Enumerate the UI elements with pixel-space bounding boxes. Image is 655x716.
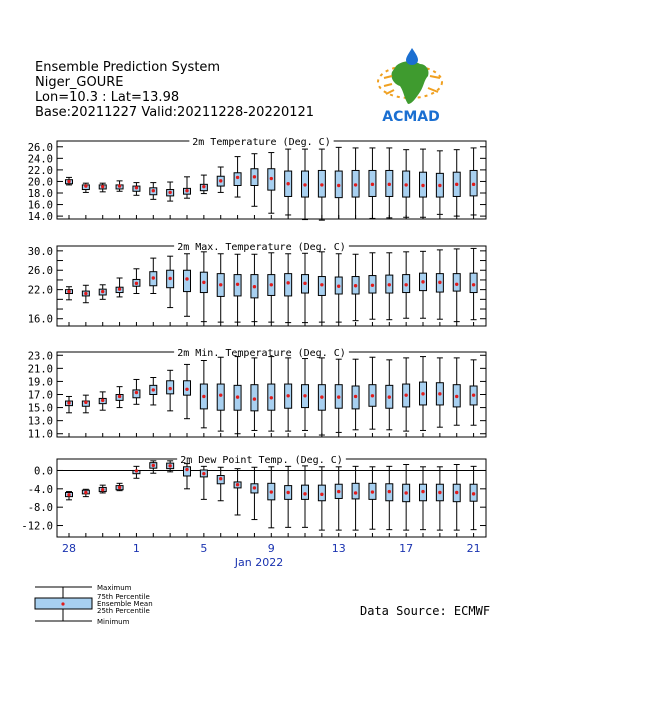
box-day-17 [335, 359, 342, 432]
panel-title: 2m Dew Point Temp. (Deg. C) [180, 455, 343, 466]
mean-marker [404, 491, 407, 494]
panels-group [21, 137, 486, 537]
box-day-20 [386, 253, 393, 320]
y-tick-label: -4.0 [27, 483, 53, 496]
mean-marker [185, 388, 188, 391]
mean-marker [202, 281, 205, 284]
box-day-14 [285, 254, 292, 323]
box-day-9 [200, 466, 207, 499]
box-day-10 [217, 167, 224, 192]
box-day-4 [116, 483, 123, 490]
box-day-21 [403, 465, 410, 531]
mean-marker [472, 283, 475, 286]
mean-marker [67, 493, 70, 496]
box-day-18 [352, 148, 359, 219]
mean-marker [438, 392, 441, 395]
box-day-20 [386, 360, 393, 430]
y-tick-label: 26.0 [27, 141, 53, 154]
mean-marker [455, 283, 458, 286]
mean-marker [101, 290, 104, 293]
legend-mean-dot [61, 602, 64, 605]
box-day-17 [335, 254, 342, 322]
mean-marker [286, 281, 289, 284]
mean-marker [354, 491, 357, 494]
y-tick-label: 20.0 [27, 176, 53, 189]
mean-marker [388, 395, 391, 398]
mean-marker [270, 177, 273, 180]
panel-title: 2m Temperature (Deg. C) [192, 137, 331, 148]
mean-marker [67, 401, 70, 404]
box-day-1 [66, 177, 73, 185]
x-tick-label: 9 [267, 542, 275, 555]
box-day-8 [184, 364, 191, 418]
box-day-12 [251, 358, 258, 431]
iqr-box [352, 483, 359, 499]
mean-marker [219, 283, 222, 286]
box-day-15 [302, 359, 309, 431]
iqr-box [470, 273, 477, 292]
box-day-11 [234, 357, 241, 434]
mean-marker [67, 180, 70, 183]
mean-marker [388, 183, 391, 186]
x-tick-label: 13 [331, 542, 346, 555]
box-day-15 [302, 253, 309, 322]
box-day-5 [133, 183, 140, 196]
box-day-4 [116, 387, 123, 408]
mean-marker [185, 468, 188, 471]
box-day-4 [116, 181, 123, 191]
mean-marker [84, 184, 87, 187]
mean-marker [354, 284, 357, 287]
mean-marker [404, 393, 407, 396]
mean-marker [135, 469, 138, 472]
mean-marker [303, 394, 306, 397]
y-tick-label: 24.0 [27, 153, 53, 166]
mean-marker [84, 292, 87, 295]
box-day-2 [82, 183, 89, 192]
mean-marker [371, 394, 374, 397]
box-day-8 [184, 254, 191, 317]
mean-marker [371, 183, 374, 186]
box-day-9 [200, 252, 207, 322]
box-day-25 [470, 360, 477, 425]
box-day-9 [200, 175, 207, 193]
mean-marker [286, 394, 289, 397]
box-day-7 [167, 370, 174, 411]
panel-4 [21, 455, 486, 537]
box-day-7 [167, 182, 174, 201]
box-day-14 [285, 358, 292, 431]
mean-marker [152, 189, 155, 192]
panel-1 [28, 137, 486, 223]
mean-marker [101, 399, 104, 402]
box-day-18 [352, 254, 359, 320]
mean-marker [354, 395, 357, 398]
box-day-15 [302, 149, 309, 219]
box-day-13 [268, 253, 275, 322]
mean-marker [320, 183, 323, 186]
coordinates: Lon=10.3 : Lat=13.98 [35, 90, 180, 105]
iqr-box [285, 274, 292, 296]
box-day-14 [285, 466, 292, 527]
box-day-6 [150, 461, 157, 473]
y-tick-label: -12.0 [21, 520, 53, 533]
y-tick-label: 26.0 [27, 265, 53, 278]
box-day-20 [386, 466, 393, 529]
water-drop-icon [406, 48, 418, 65]
mean-marker [236, 395, 239, 398]
box-day-8 [184, 177, 191, 198]
mean-marker [337, 184, 340, 187]
x-tick-label: 5 [200, 542, 208, 555]
box-day-2 [82, 285, 89, 302]
x-tick-label: 28 [62, 542, 76, 555]
mean-marker [404, 183, 407, 186]
box-day-10 [217, 254, 224, 322]
mean-marker [354, 183, 357, 186]
mean-marker [152, 464, 155, 467]
mean-marker [152, 388, 155, 391]
box-day-5 [133, 269, 140, 294]
mean-marker [421, 184, 424, 187]
mean-marker [185, 277, 188, 280]
x-axis-labels [62, 542, 481, 555]
box-day-3 [99, 183, 106, 192]
box-day-5 [133, 466, 140, 478]
y-tick-label: 23.0 [27, 350, 53, 363]
box-day-6 [150, 183, 157, 200]
box-day-14 [285, 149, 292, 215]
mean-marker [270, 490, 273, 493]
mean-marker [421, 280, 424, 283]
box-day-16 [318, 149, 325, 220]
box-day-18 [352, 466, 359, 530]
mean-marker [455, 395, 458, 398]
box-day-16 [318, 252, 325, 322]
box-day-11 [234, 157, 241, 197]
mean-marker [337, 285, 340, 288]
box-day-22 [420, 251, 427, 318]
box-day-18 [352, 359, 359, 430]
box-day-22 [420, 149, 427, 217]
box-day-6 [150, 258, 157, 293]
box-day-5 [133, 379, 140, 404]
mean-marker [388, 283, 391, 286]
mean-marker [303, 282, 306, 285]
mean-marker [118, 287, 121, 290]
mean-marker [152, 276, 155, 279]
legend-mean: Ensemble Mean [97, 600, 153, 608]
box-day-12 [251, 154, 258, 207]
mean-marker [270, 283, 273, 286]
mean-marker [371, 284, 374, 287]
box-day-19 [369, 253, 376, 319]
box-day-8 [184, 464, 191, 489]
mean-marker [438, 281, 441, 284]
station-name: Niger_GOURE [35, 75, 124, 90]
x-tick-label: 21 [466, 542, 481, 555]
box-day-21 [403, 150, 410, 218]
mean-marker [202, 185, 205, 188]
box-day-25 [470, 466, 477, 529]
mean-marker [185, 189, 188, 192]
y-tick-label: 18.0 [27, 188, 53, 200]
mean-marker [101, 488, 104, 491]
mean-marker [253, 175, 256, 178]
box-day-23 [436, 250, 443, 319]
box-day-22 [420, 467, 427, 530]
y-tick-label: 17.0 [27, 389, 53, 402]
mean-marker [168, 464, 171, 467]
y-tick-label: 16.0 [27, 313, 53, 326]
mean-marker [219, 393, 222, 396]
box-day-7 [167, 256, 174, 307]
y-tick-label: 21.0 [27, 363, 53, 376]
y-tick-label: -8.0 [27, 502, 53, 515]
box-day-2 [82, 489, 89, 496]
mean-marker [303, 183, 306, 186]
base-valid-dates: Base:20211227 Valid:20211228-20220121 [35, 105, 315, 120]
mean-marker [253, 486, 256, 489]
mean-marker [472, 393, 475, 396]
mean-marker [168, 277, 171, 280]
mean-marker [421, 392, 424, 395]
mean-marker [438, 491, 441, 494]
mean-marker [320, 395, 323, 398]
mean-marker [135, 391, 138, 394]
panel-title: 2m Min. Temperature (Deg. C) [177, 348, 346, 359]
box-day-22 [420, 357, 427, 431]
box-day-9 [200, 361, 207, 428]
mean-marker [202, 472, 205, 475]
mean-marker [388, 490, 391, 493]
box-day-12 [251, 467, 258, 519]
x-tick-label: 17 [399, 542, 414, 555]
mean-marker [421, 490, 424, 493]
y-tick-label: 11.0 [27, 428, 53, 441]
box-day-19 [369, 467, 376, 529]
mean-marker [118, 184, 121, 187]
box-day-17 [335, 467, 342, 530]
box-day-24 [453, 465, 460, 531]
mean-marker [118, 486, 121, 489]
mean-marker [236, 283, 239, 286]
iqr-box [453, 274, 460, 291]
y-tick-label: 13.0 [27, 415, 53, 428]
mean-marker [253, 397, 256, 400]
iqr-box [184, 270, 191, 291]
box-day-20 [386, 148, 393, 218]
box-day-13 [268, 153, 275, 214]
box-day-6 [150, 378, 157, 405]
box-day-24 [453, 150, 460, 216]
box-day-1 [66, 492, 73, 500]
mean-marker [472, 183, 475, 186]
y-tick-label: 22.0 [27, 284, 53, 297]
mean-marker [286, 182, 289, 185]
box-day-21 [403, 252, 410, 318]
box-day-11 [234, 254, 241, 322]
y-tick-label: 15.0 [27, 402, 53, 415]
panel-3 [28, 348, 486, 441]
box-day-24 [453, 249, 460, 322]
y-tick-label: 0.0 [34, 465, 53, 478]
box-day-1 [66, 396, 73, 412]
mean-marker [101, 185, 104, 188]
y-tick-label: 19.0 [27, 376, 53, 389]
y-tick-label: 30.0 [27, 245, 53, 258]
iqr-box [234, 173, 241, 186]
mean-marker [320, 283, 323, 286]
box-day-12 [251, 254, 258, 321]
mean-marker [168, 191, 171, 194]
mean-marker [320, 493, 323, 496]
mean-marker [337, 490, 340, 493]
box-day-23 [436, 151, 443, 215]
x-tick-label: 1 [132, 542, 140, 555]
box-day-10 [217, 357, 224, 431]
box-day-19 [369, 357, 376, 429]
mean-marker [219, 477, 222, 480]
box-day-25 [470, 248, 477, 319]
mean-marker [286, 491, 289, 494]
mean-marker [236, 176, 239, 179]
mean-marker [135, 186, 138, 189]
mean-marker [219, 179, 222, 182]
box-day-13 [268, 467, 275, 528]
y-tick-label: 22.0 [27, 164, 53, 177]
box-day-16 [318, 467, 325, 530]
mean-marker [118, 395, 121, 398]
x-axis-month-label: Jan 2022 [234, 556, 284, 569]
legend-p25: 25th Percentile [97, 607, 150, 615]
mean-marker [472, 492, 475, 495]
box-day-25 [470, 148, 477, 215]
mean-marker [303, 492, 306, 495]
mean-marker [438, 184, 441, 187]
box-day-15 [302, 466, 309, 527]
mean-marker [404, 283, 407, 286]
acmad-logo [378, 48, 442, 125]
legend [35, 584, 153, 626]
logo-text: ACMAD [382, 109, 440, 125]
box-day-11 [234, 469, 241, 515]
mean-marker [337, 395, 340, 398]
mean-marker [455, 183, 458, 186]
mean-marker [371, 490, 374, 493]
box-day-23 [436, 358, 443, 427]
mean-marker [202, 395, 205, 398]
mean-marker [84, 491, 87, 494]
box-day-4 [116, 278, 123, 297]
legend-minimum: Minimum [97, 618, 130, 626]
box-day-1 [66, 287, 73, 300]
mean-marker [168, 387, 171, 390]
y-tick-label: 14.0 [27, 211, 53, 224]
box-day-2 [82, 395, 89, 413]
box-day-3 [99, 392, 106, 410]
box-day-24 [453, 358, 460, 425]
box-day-13 [268, 357, 275, 432]
box-day-17 [335, 147, 342, 219]
mean-marker [135, 282, 138, 285]
system-title: Ensemble Prediction System [35, 60, 221, 75]
legend-p75: 75th Percentile [97, 593, 150, 601]
box-day-16 [318, 358, 325, 435]
iqr-box [217, 384, 224, 410]
box-day-23 [436, 467, 443, 530]
mean-marker [236, 483, 239, 486]
box-day-3 [99, 485, 106, 493]
panel-2 [28, 242, 486, 326]
legend-maximum: Maximum [97, 584, 132, 592]
box-day-21 [403, 358, 410, 431]
box-day-10 [217, 467, 224, 500]
mean-marker [84, 401, 87, 404]
mean-marker [270, 396, 273, 399]
box-day-19 [369, 148, 376, 218]
mean-marker [253, 285, 256, 288]
mean-marker [455, 491, 458, 494]
data-source: Data Source: ECMWF [360, 604, 491, 618]
panel-title: 2m Max. Temperature (Deg. C) [177, 242, 346, 253]
box-day-3 [99, 285, 106, 300]
mean-marker [67, 290, 70, 293]
y-tick-label: 16.0 [27, 199, 53, 212]
